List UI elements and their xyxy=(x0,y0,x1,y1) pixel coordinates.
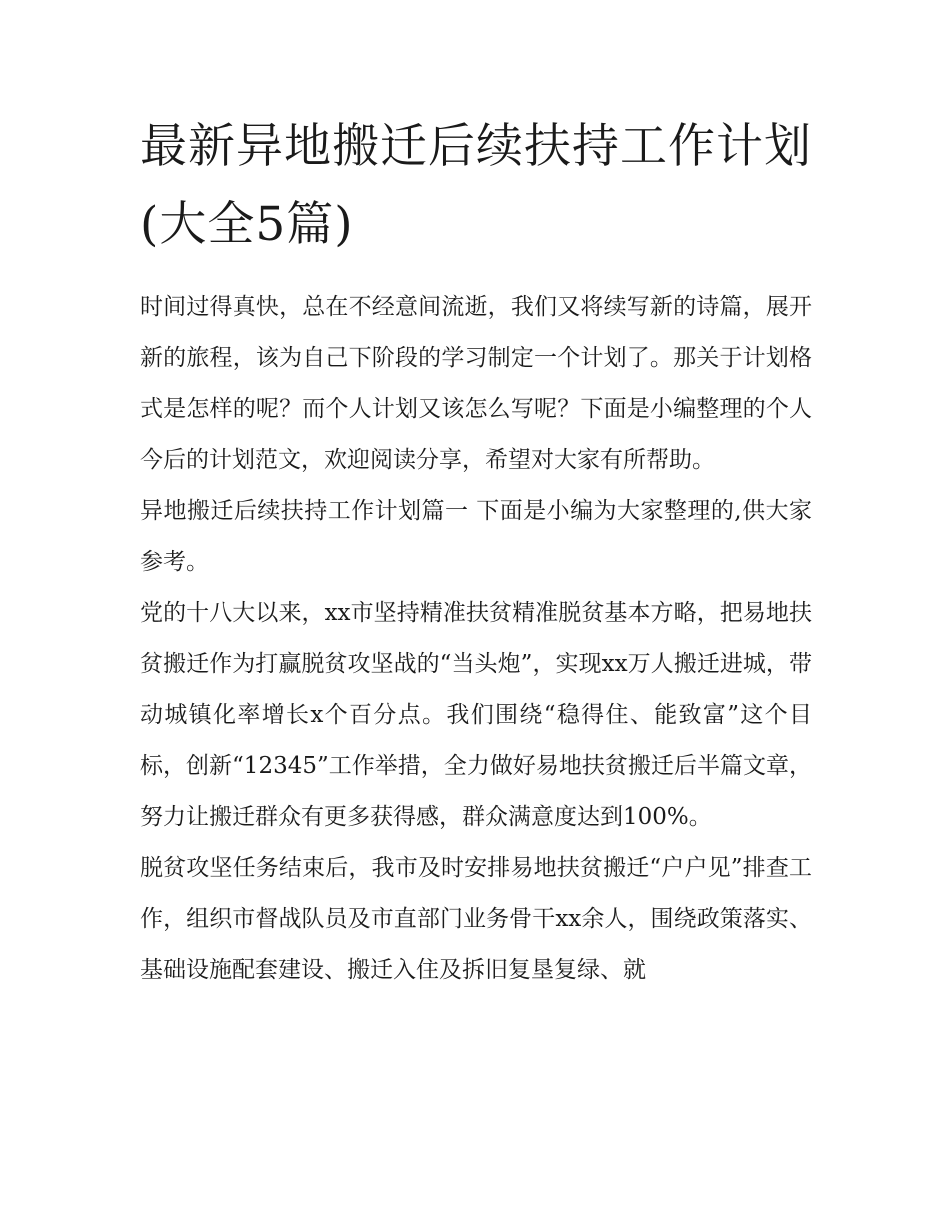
document-title: 最新异地搬迁后续扶持工作计划(大全5篇) xyxy=(140,119,812,252)
paragraph-background: 党的十八大以来，xx市坚持精准扶贫精准脱贫基本方略，把易地扶贫搬迁作为打赢脱贫攻坚战的“当头炮”，实现xx万人搬迁进城，带动城镇化率增长x个百分点。我们围绕“稳得住、能致富”这个目标，创新“12345”工作举措，全力做好易地扶贫搬迁后半篇文章，努力让搬迁群众有更多获得感，群众满意度达到100%。 xyxy=(140,600,812,830)
paragraph-inspection: 脱贫攻坚任务结束后，我市及时安排易地扶贫搬迁“户户见”排查工作，组织市督战队员及市直部门业务骨干xx余人，围绕政策落实、基础设施配套建设、搬迁入住及拆旧复垦复绿、就 xyxy=(140,855,812,983)
paragraph-intro: 时间过得真快，总在不经意间流逝，我们又将续写新的诗篇，展开新的旅程，该为自己下阶段的学习制定一个计划了。那关于计划格式是怎样的呢？而个人计划又该怎么写呢？下面是小编整理的个人今后的计划范文，欢迎阅读分享，希望对大家有所帮助。 xyxy=(140,294,812,473)
document-page xyxy=(140,108,812,996)
paragraph-section-one: 异地搬迁后续扶持工作计划篇一 下面是小编为大家整理的,供大家参考。 xyxy=(140,498,812,575)
